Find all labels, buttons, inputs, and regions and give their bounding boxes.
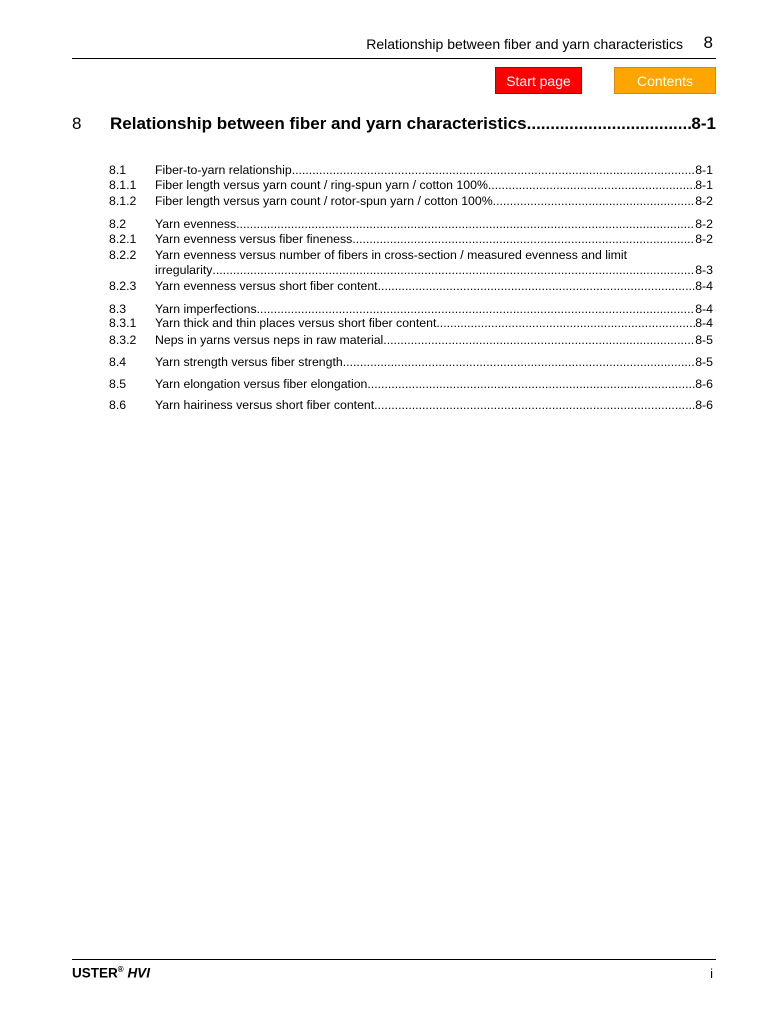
toc-entry-title: Yarn thick and thin places versus short fiber content bbox=[155, 316, 437, 330]
toc-entry-8-4[interactable] bbox=[109, 355, 713, 370]
toc-entry-8-1-1[interactable] bbox=[109, 178, 713, 193]
registered-mark: ® bbox=[117, 965, 124, 974]
toc-entry-title: Yarn strength versus fiber strength bbox=[155, 355, 343, 369]
toc-entry-title: Yarn evenness versus short fiber content bbox=[155, 279, 378, 293]
toc-entry-page: 8-5 bbox=[695, 333, 713, 347]
toc-entry-number: 8.2.3 bbox=[109, 279, 137, 293]
chapter-heading[interactable] bbox=[72, 114, 716, 136]
toc-entry-number: 8.3 bbox=[109, 302, 127, 316]
toc-entry-number: 8.3.2 bbox=[109, 333, 137, 347]
toc-entry-8-1[interactable] bbox=[109, 163, 713, 178]
toc-entry-number: 8.6 bbox=[109, 398, 127, 412]
toc-entry-page: 8-4 bbox=[695, 316, 713, 330]
contents-button[interactable]: Contents bbox=[614, 67, 716, 94]
toc-entry-number: 8.2.1 bbox=[109, 232, 137, 246]
footer-page-number: i bbox=[710, 966, 713, 981]
toc-entry-page: 8-1 bbox=[695, 163, 713, 177]
toc-entry-number: 8.4 bbox=[109, 355, 127, 369]
toc-entry-8-1-2[interactable] bbox=[109, 194, 713, 209]
running-header-title: Relationship between fiber and yarn characteristics bbox=[366, 36, 683, 52]
toc-entry-number: 8.1.2 bbox=[109, 194, 137, 208]
toc-entry-title: Fiber-to-yarn relationship bbox=[155, 163, 292, 177]
toc-entry-page: 8-2 bbox=[695, 232, 713, 246]
dot-leader bbox=[383, 333, 695, 348]
dot-leader bbox=[352, 232, 695, 247]
running-header-chapter-number: 8 bbox=[703, 33, 713, 52]
toc-entry-8-2-3[interactable] bbox=[109, 279, 713, 294]
chapter-title: Relationship between fiber and yarn characteristics bbox=[110, 114, 527, 133]
toc-entry-title: Fiber length versus yarn count / ring-spun yarn / cotton 100% bbox=[155, 178, 488, 192]
toc-entry-number: 8.5 bbox=[109, 377, 127, 391]
footer-brand bbox=[72, 965, 150, 981]
toc-entry-page: 8-4 bbox=[695, 279, 713, 293]
toc-entry-title: Yarn elongation versus fiber elongation bbox=[155, 377, 368, 391]
toc-entry-page: 8-2 bbox=[695, 194, 713, 208]
dot-leader bbox=[292, 163, 696, 178]
toc-entry-8-2-2[interactable] bbox=[109, 248, 713, 278]
start-page-button[interactable]: Start page bbox=[495, 67, 582, 94]
chapter-page: 8-1 bbox=[691, 114, 716, 133]
toc-entry-8-6[interactable] bbox=[109, 398, 713, 413]
toc-entry-number: 8.3.1 bbox=[109, 316, 137, 330]
dot-leader bbox=[493, 194, 696, 209]
toc-entry-title: Yarn imperfections bbox=[155, 302, 257, 316]
toc-entry-8-3-1[interactable] bbox=[109, 316, 713, 331]
toc-entry-title: Fiber length versus yarn count / rotor-spun yarn / cotton 100% bbox=[155, 194, 493, 208]
toc-entry-title: Yarn hairiness versus short fiber content bbox=[155, 398, 375, 412]
brand-name: USTER bbox=[72, 965, 118, 981]
toc-entry-page: 8-1 bbox=[695, 178, 713, 192]
chapter-number: 8 bbox=[72, 114, 82, 133]
dot-leader bbox=[343, 355, 695, 370]
toc-entry-8-2[interactable] bbox=[109, 217, 713, 232]
toc-entry-number: 8.2.2 bbox=[109, 248, 137, 262]
toc-entry-title: Yarn evenness versus fiber fineness bbox=[155, 232, 353, 246]
product-name: HVI bbox=[127, 965, 150, 981]
header-divider bbox=[72, 58, 716, 59]
dot-leader bbox=[212, 263, 695, 278]
toc-entry-8-2-1[interactable] bbox=[109, 232, 713, 247]
toc-entry-title: irregularity bbox=[155, 263, 213, 277]
dot-leader bbox=[236, 217, 695, 232]
toc-entry-number: 8.1 bbox=[109, 163, 127, 177]
dot-leader bbox=[367, 377, 695, 392]
toc-entry-8-3-2[interactable] bbox=[109, 333, 713, 348]
toc-entry-8-5[interactable] bbox=[109, 377, 713, 392]
toc-entry-title-line1: Yarn evenness versus number of fibers in cross-section / measured evenness and limit bbox=[155, 248, 628, 262]
toc-entry-8-3[interactable] bbox=[109, 302, 713, 317]
dot-leader bbox=[257, 302, 696, 317]
toc-entry-number: 8.2 bbox=[109, 217, 127, 231]
toc-entry-page: 8-6 bbox=[695, 398, 713, 412]
toc-entry-page: 8-3 bbox=[695, 263, 713, 277]
dot-leader bbox=[378, 279, 696, 294]
toc-entry-title: Yarn evenness bbox=[155, 217, 237, 231]
toc-entry-page: 8-4 bbox=[695, 302, 713, 316]
toc-entry-page: 8-6 bbox=[695, 377, 713, 391]
dot-leader bbox=[374, 398, 695, 413]
toc-entry-page: 8-5 bbox=[695, 355, 713, 369]
toc-entry-number: 8.1.1 bbox=[109, 178, 137, 192]
footer-divider bbox=[72, 959, 716, 960]
toc-entry-page: 8-2 bbox=[695, 217, 713, 231]
dot-leader bbox=[527, 114, 692, 134]
toc-entry-title: Neps in yarns versus neps in raw material bbox=[155, 333, 384, 347]
dot-leader bbox=[436, 316, 695, 331]
dot-leader bbox=[488, 178, 695, 193]
